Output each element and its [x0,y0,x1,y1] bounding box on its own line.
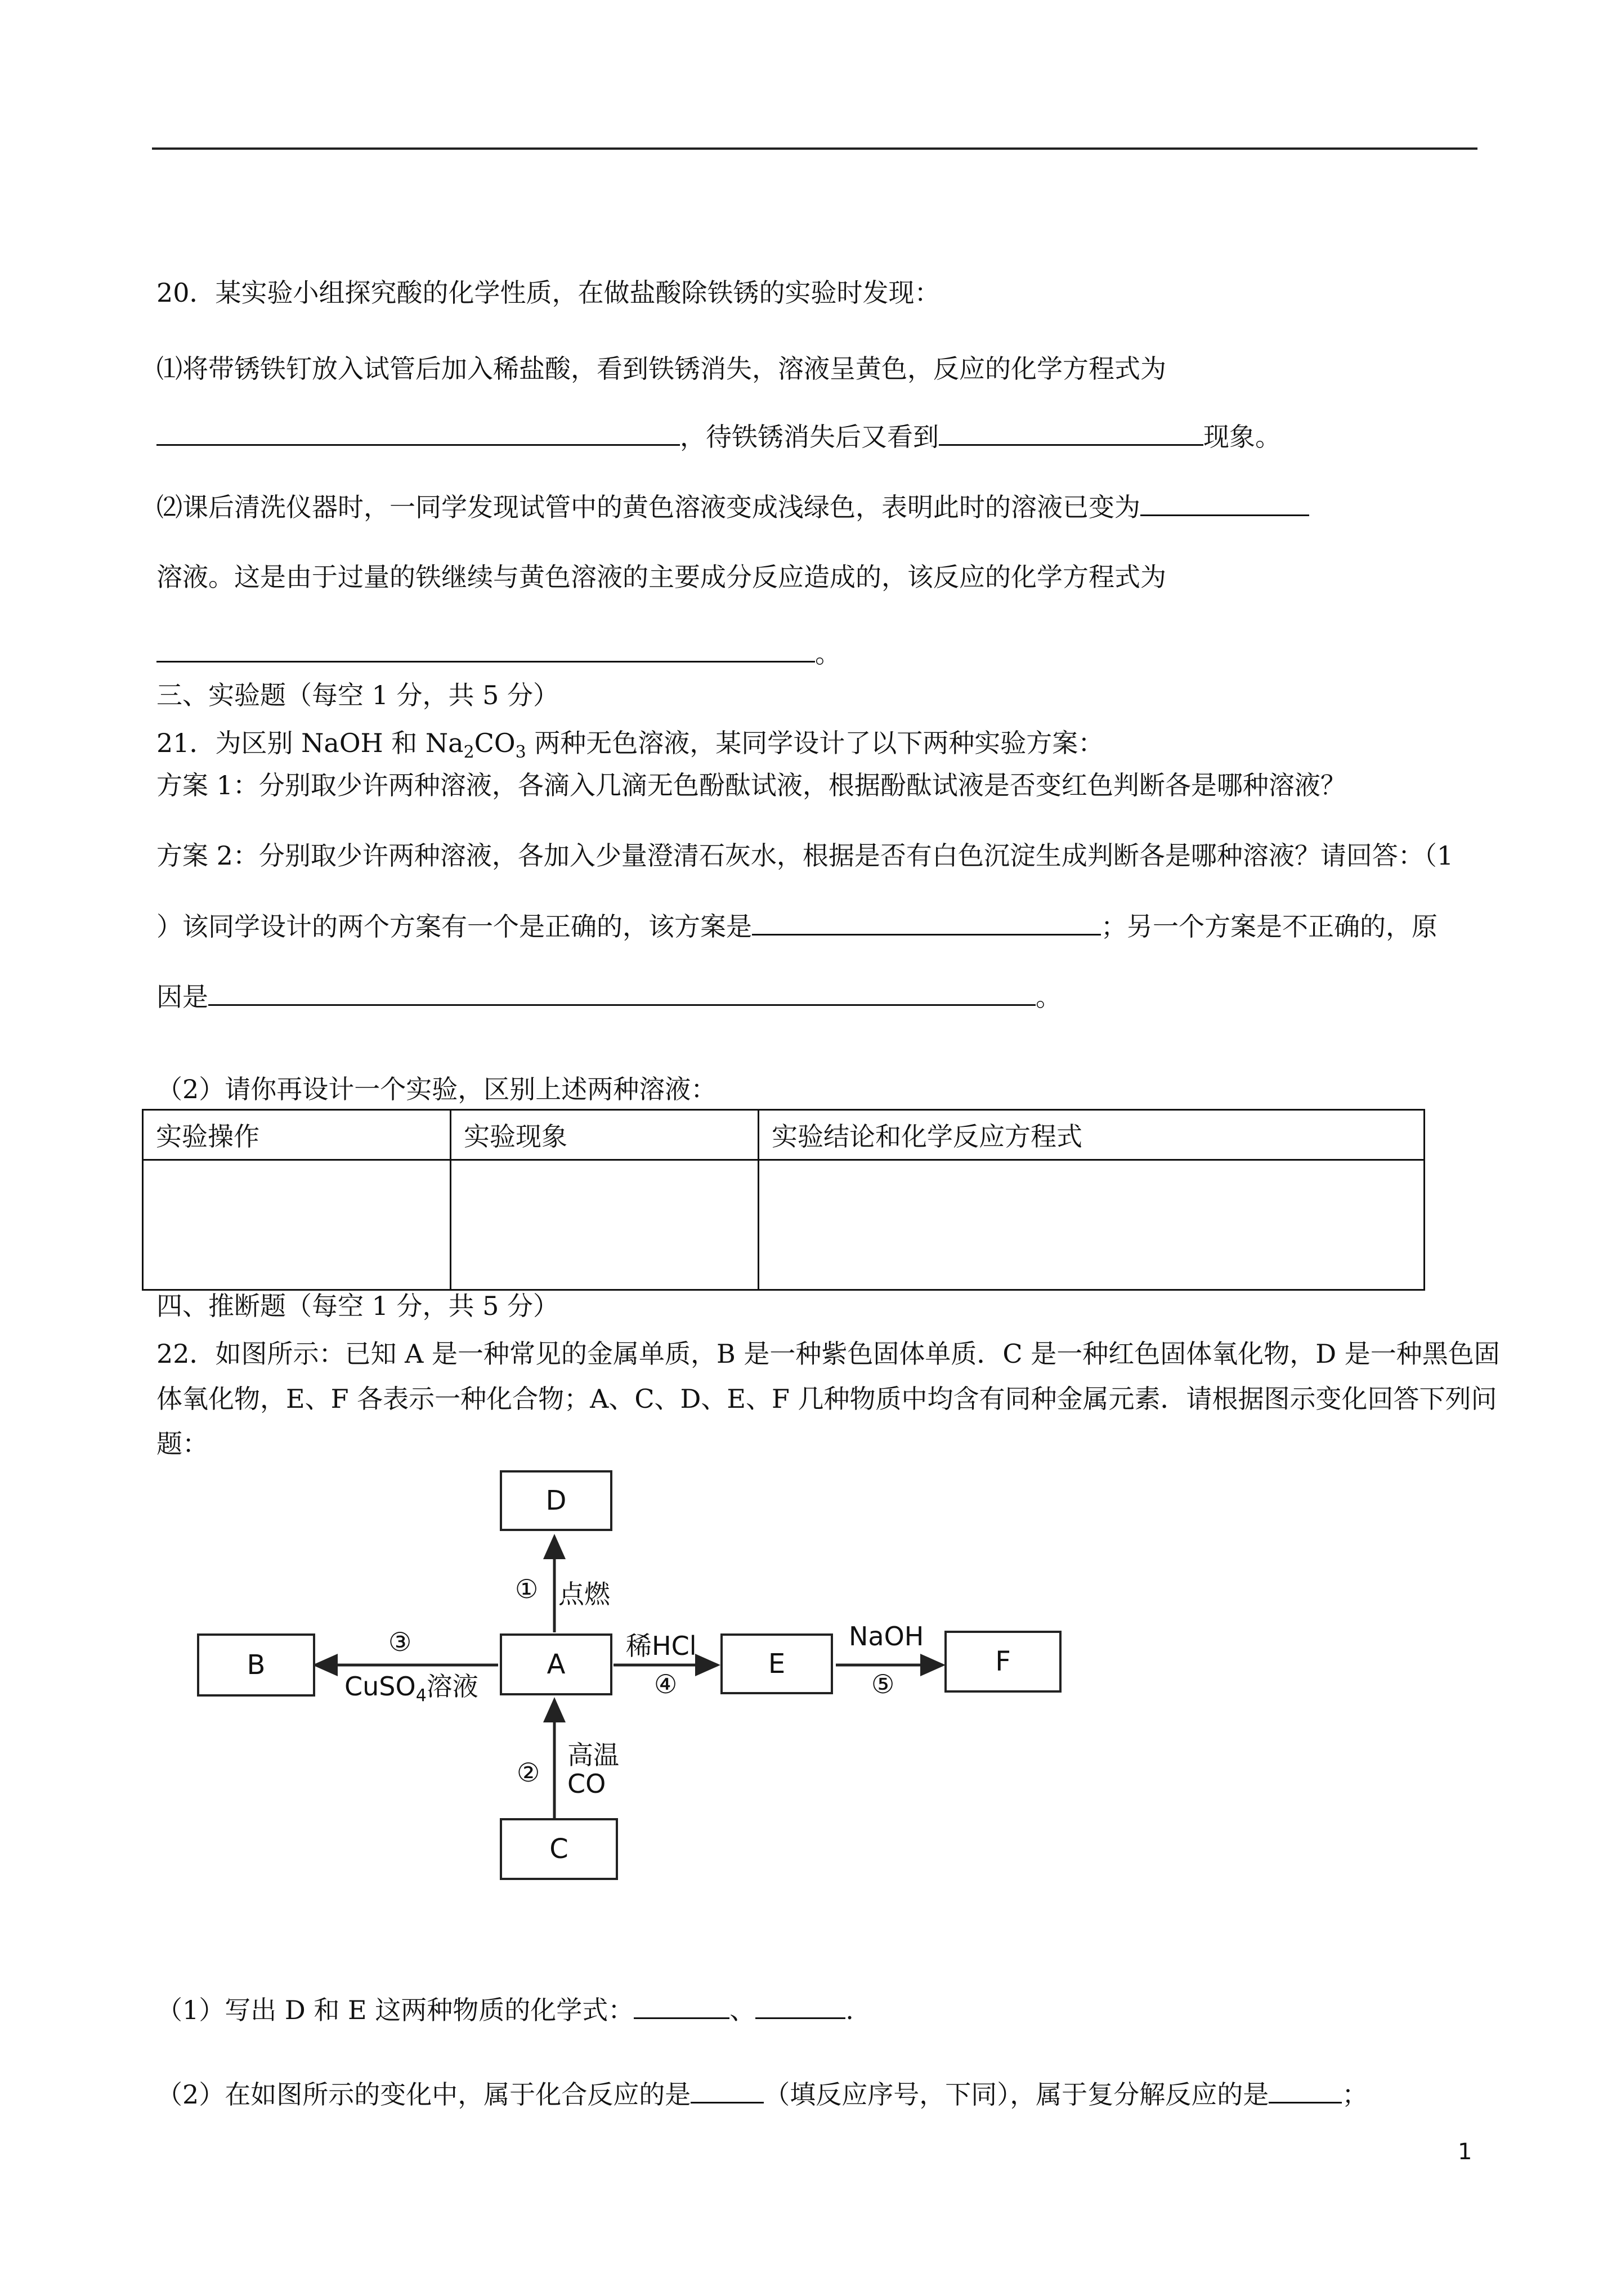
q22-sub2-end: ； [1342,2079,1368,2110]
q21-plan2: 方案 2：分别取少许两种溶液，各加入少量澄清石灰水，根据是否有白色沉淀生成判断各是哪种溶液？请回答：（1 [156,840,1454,871]
answer-blank[interactable] [634,1993,729,2019]
q22-line1: 22．如图所示：已知 A 是一种常见的金属单质，B 是一种紫色固体单质．C 是一种红色固体氧化物，D 是一种黑色固 [156,1339,1500,1369]
reaction-5-number: ⑤ [871,1669,895,1699]
q21-answer1-text: ；另一个方案是不正确的，原 [1101,911,1438,942]
reaction-3-condition-text: CuSO [344,1671,416,1702]
reaction-1-number: ① [515,1574,539,1604]
q21-intro-text: 21．为区别 NaOH 和 Na [156,728,464,758]
node-d: D [500,1470,612,1531]
reaction-4-condition: 稀HCl [626,1631,697,1661]
table-header-cell: 实验操作 [143,1110,451,1160]
q21-reason-end: 。 [1036,982,1062,1012]
q20-part1-end-text: 现象。 [1203,422,1281,452]
q21-answer1-text: ）该同学设计的两个方案有一个是正确的，该方案是 [156,911,752,942]
q22-sub1-end: . [845,1995,854,2025]
q22-sub1-separator: 、 [729,1995,756,2025]
q20-part1-mid-text: ，待铁锈消失后又看到 [680,422,939,452]
answer-blank[interactable] [1269,2077,1342,2103]
subscript: 4 [415,1686,427,1706]
q22-sub2-text: （2）在如图所示的变化中，属于化合反应的是 [156,2079,691,2110]
q22-sub1-text: （1）写出 D 和 E 这两种物质的化学式： [156,1995,634,2025]
node-e: E [720,1633,833,1694]
q21-part2: （2）请你再设计一个实验，区别上述两种溶液： [156,1074,717,1104]
subscript: 3 [515,742,526,763]
table-header-cell: 实验结论和化学反应方程式 [759,1110,1425,1160]
q22-sub2-text: （填反应序号，下同），属于复分解反应的是 [764,2079,1269,2110]
reaction-2-number: ② [517,1757,540,1788]
node-c: C [500,1818,618,1880]
q21-reason-text: 因是 [156,982,208,1012]
page-number: 1 [1458,2139,1472,2165]
subscript: 2 [463,742,474,763]
section-3-heading: 三、实验题（每空 1 分，共 5 分） [156,680,559,710]
q21-plan1: 方案 1：分别取少许两种溶液，各滴入几滴无色酚酞试液，根据酚酞试液是否变红色判断各是哪种溶液？ [156,770,1346,800]
q20-part2-text: ⑵课后清洗仪器时，一同学发现试管中的黄色溶液变成浅绿色，表明此时的溶液已变为 [156,492,1140,522]
table-header-cell: 实验现象 [451,1110,759,1160]
q21-intro-text: 两种无色溶液，某同学设计了以下两种实验方案： [526,728,1104,758]
reaction-2-condition-2: CO [567,1769,606,1799]
q22-sub1-line [156,1993,854,2027]
reaction-3-condition [344,1666,478,1706]
reaction-3-condition-text: 溶液 [426,1671,478,1702]
node-f: F [944,1631,1062,1693]
q22-line3: 题： [156,1429,208,1459]
reaction-3-number: ③ [388,1627,412,1657]
q20-part2b: 溶液。这是由于过量的铁继续与黄色溶液的主要成分反应造成的，该反应的化学方程式为 [156,562,1166,592]
reaction-4-number: ④ [654,1669,678,1699]
reaction-5-condition: NaOH [849,1621,924,1651]
section-4-heading: 四、推断题（每空 1 分，共 5 分） [156,1291,559,1321]
node-b: B [197,1633,315,1697]
q22-line2: 体氧化物，E、F 各表示一种化合物；A、C、D、E、F 几种物质中均含有同种金属元素．请根据图示变化回答下列问 [156,1384,1497,1414]
answer-blank[interactable] [691,2077,764,2103]
q22-sub2-line [156,2077,1368,2111]
q21-intro-text: CO [474,728,516,758]
answer-blank[interactable] [755,1993,845,2019]
q20-part2-end-text: 。 [815,638,841,669]
reaction-1-condition: 点燃 [558,1579,610,1609]
node-a: A [500,1633,612,1695]
q20-title: 20．某实验小组探究酸的化学性质，在做盐酸除铁锈的实验时发现： [156,278,941,308]
q20-part1: ⑴将带锈铁钉放入试管后加入稀盐酸，看到铁锈消失，溶液呈黄色，反应的化学方程式为 [156,353,1166,384]
reaction-2-condition-1: 高温 [567,1740,619,1770]
